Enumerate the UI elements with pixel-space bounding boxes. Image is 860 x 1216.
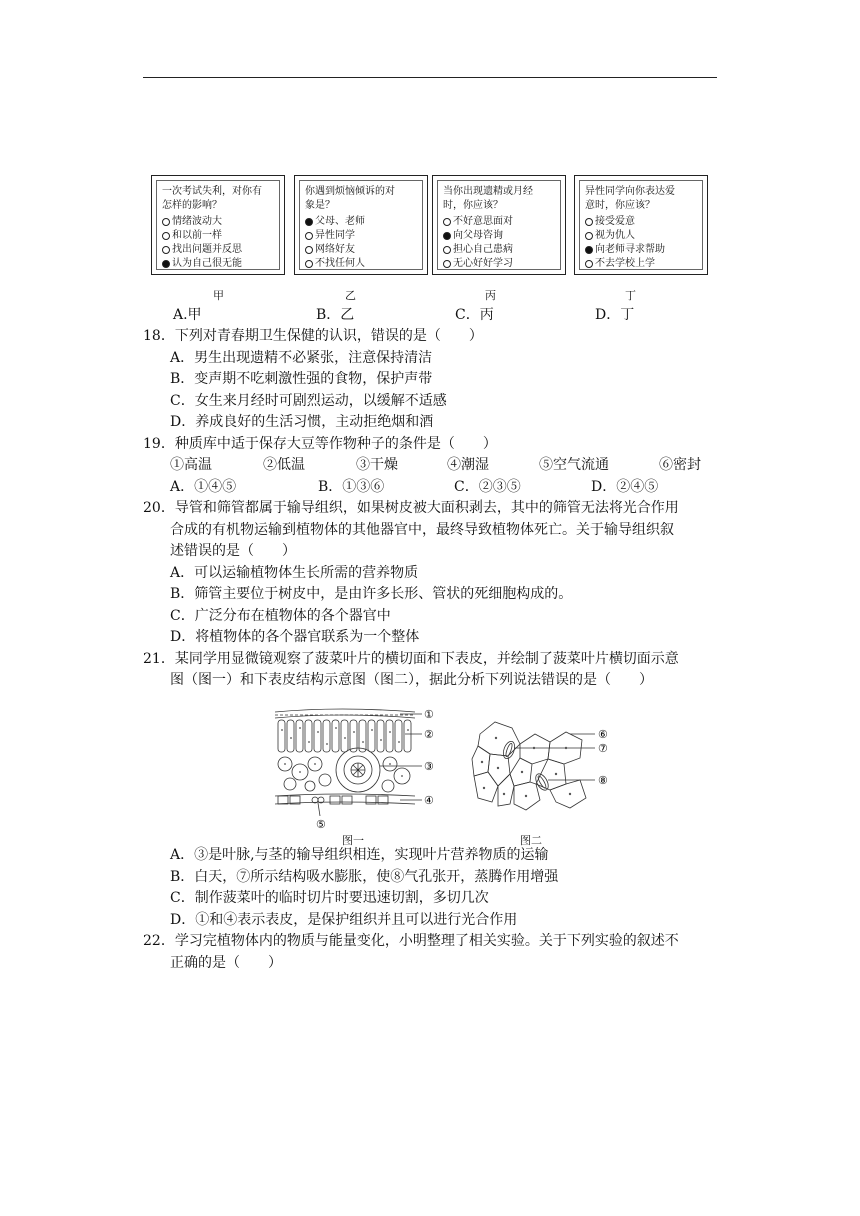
q18-option-b: B．变声期不吃刺激性强的食物，保护声带 xyxy=(170,371,433,387)
survey-option: 不去学校上学 xyxy=(585,257,697,271)
radio-filled-icon xyxy=(443,232,451,240)
option-a: A.甲 xyxy=(173,307,202,323)
q20-stem-line: 合成的有机物运输到植物体的其他器官中，最终导致植物体死亡。关于输导组织叙 xyxy=(170,521,674,538)
survey-card-jia xyxy=(151,175,285,275)
survey-option: 异性同学 xyxy=(305,229,417,243)
label-3: ③ xyxy=(424,760,434,773)
radio-empty-icon xyxy=(305,246,313,254)
survey-question: 异性同学向你表达爱 意时，你应该？ xyxy=(585,186,675,211)
q21-option-d: D．①和④表示表皮，是保护组织并且可以进行光合作用 xyxy=(170,911,518,928)
survey-option: 情绪波动大 xyxy=(162,215,274,229)
radio-empty-icon xyxy=(162,232,170,240)
survey-question: 你遇到烦恼倾诉的对 象是？ xyxy=(305,186,395,211)
radio-filled-icon xyxy=(585,246,593,254)
card-label-jia: 甲 xyxy=(213,289,224,302)
label-1: ① xyxy=(424,708,434,721)
survey-option: 向父母咨询 xyxy=(443,229,555,243)
q21-stem-line: 21．某同学用显微镜观察了菠菜叶片的横切面和下表皮，并绘制了菠菜叶片横切面示意 xyxy=(143,650,679,667)
q19-options xyxy=(143,477,723,499)
survey-question: 当你出现遗精或月经 时，你应该？ xyxy=(443,186,533,211)
radio-empty-icon xyxy=(443,260,451,268)
label-6: ⑥ xyxy=(598,728,608,741)
q21-option-c: C．制作菠菜叶的临时切片时要迅速切割，多切几次 xyxy=(170,890,489,906)
q19-option-a: A．①④⑤ xyxy=(170,478,237,495)
survey-option: 网络好友 xyxy=(305,243,417,257)
q18-option-c: C．女生来月经时可剧烈运动，以缓解不适感 xyxy=(170,392,447,409)
q19-stem: 19．种质库中适于保存大豆等作物种子的条件是（ ） xyxy=(143,435,497,452)
radio-empty-icon xyxy=(162,246,170,254)
q21-option-b: B．白天，⑦所示结构吸水膨胀，使⑧气孔张开，蒸腾作用增强 xyxy=(170,868,559,885)
survey-option: 接受爱意 xyxy=(585,215,697,229)
q19-option-d: D．②④⑤ xyxy=(591,478,659,495)
card-label-bing: 丙 xyxy=(485,289,496,302)
condition-item: ②低温 xyxy=(263,457,305,473)
q17-survey-cards xyxy=(0,175,860,277)
condition-item: ⑤空气流通 xyxy=(539,457,609,473)
radio-filled-icon xyxy=(162,260,170,268)
option-c: C．丙 xyxy=(455,307,494,323)
label-7: ⑦ xyxy=(598,742,608,755)
q19-option-c: C．②③⑤ xyxy=(454,478,521,495)
radio-empty-icon xyxy=(443,218,451,226)
questions-18-21 xyxy=(143,326,723,692)
card-label-ding: 丁 xyxy=(625,289,636,302)
q21-stem-line: 图（图一）和下表皮结构示意图（图二），据此分析下列说法错误的是（ ） xyxy=(170,672,653,688)
label-2: ② xyxy=(424,728,434,741)
q20-option-c: C．广泛分布在植物体的各个器官中 xyxy=(170,607,391,624)
q20-option-b: B．筛管主要位于树皮中，是由许多长形、管状的死细胞构成的。 xyxy=(170,586,573,602)
fig1-caption: 图一 xyxy=(342,834,364,847)
survey-option: 不找任何人 xyxy=(305,257,417,271)
q20-option-d: D．将植物体的各个器官联系为一个整体 xyxy=(170,629,420,645)
fig2-caption: 图二 xyxy=(520,834,542,847)
condition-item: ⑥密封 xyxy=(659,457,701,473)
survey-option: 担心自己患病 xyxy=(443,243,555,257)
condition-item: ①高温 xyxy=(170,457,212,473)
card-label-yi: 乙 xyxy=(345,289,356,302)
radio-empty-icon xyxy=(305,260,313,268)
q18-stem: 18．下列对青春期卫生保健的认识，错误的是（ ） xyxy=(143,328,483,344)
survey-option: 无心好好学习 xyxy=(443,257,555,271)
radio-empty-icon xyxy=(305,232,313,240)
q19-conditions xyxy=(143,455,723,477)
q22-stem-line: 正确的是（ ） xyxy=(170,954,282,971)
label-5: ⑤ xyxy=(316,818,326,831)
survey-option: 父母、老师 xyxy=(305,215,417,229)
q20-stem-line: 述错误的是（ ） xyxy=(170,543,296,559)
radio-empty-icon xyxy=(585,218,593,226)
option-b: B．乙 xyxy=(316,307,355,323)
survey-option: 视为仇人 xyxy=(585,229,697,243)
questions-21-22 xyxy=(143,845,723,974)
survey-option: 向老师寻求帮助 xyxy=(585,243,697,257)
condition-item: ④潮湿 xyxy=(447,457,489,473)
q22-stem-line: 22．学习完植物体内的物质与能量变化，小明整理了相关实验。关于下列实验的叙述不 xyxy=(143,933,679,949)
q18-option-a: A．男生出现遗精不必紧张，注意保持清洁 xyxy=(170,349,433,366)
label-4: ④ xyxy=(424,794,434,807)
radio-empty-icon xyxy=(585,232,593,240)
radio-empty-icon xyxy=(443,246,451,254)
q21-option-a: A．③是叶脉,与茎的输导组织相连，实现叶片营养物质的运输 xyxy=(170,847,549,863)
q18-option-d: D．养成良好的生活习惯，主动拒绝烟和酒 xyxy=(170,414,434,430)
q21-figures xyxy=(270,704,620,846)
radio-empty-icon xyxy=(162,218,170,226)
survey-card-yi xyxy=(294,175,428,275)
survey-question: 一次考试失利，对你有 怎样的影响？ xyxy=(162,186,262,211)
q20-stem-line: 20．导管和筛管都属于输导组织，如果树皮被大面积剥去，其中的筛管无法将光合作用 xyxy=(143,500,679,516)
label-8: ⑧ xyxy=(598,774,608,787)
survey-option: 找出问题并反思 xyxy=(162,243,274,257)
header-rule xyxy=(143,77,717,78)
option-d: D．丁 xyxy=(595,307,635,323)
radio-empty-icon xyxy=(585,260,593,268)
leaf-cross-section-diagram xyxy=(270,704,450,834)
survey-card-ding xyxy=(574,175,708,275)
q19-option-b: B．①③⑥ xyxy=(318,478,385,495)
radio-filled-icon xyxy=(305,218,313,226)
condition-item: ③干燥 xyxy=(356,457,398,473)
survey-card-bing xyxy=(432,175,566,275)
survey-option: 不好意思面对 xyxy=(443,215,555,229)
survey-option: 和以前一样 xyxy=(162,229,274,243)
lower-epidermis-diagram xyxy=(470,714,620,824)
survey-option: 认为自己很无能 xyxy=(162,257,274,271)
q20-option-a: A．可以运输植物体生长所需的营养物质 xyxy=(170,564,419,581)
